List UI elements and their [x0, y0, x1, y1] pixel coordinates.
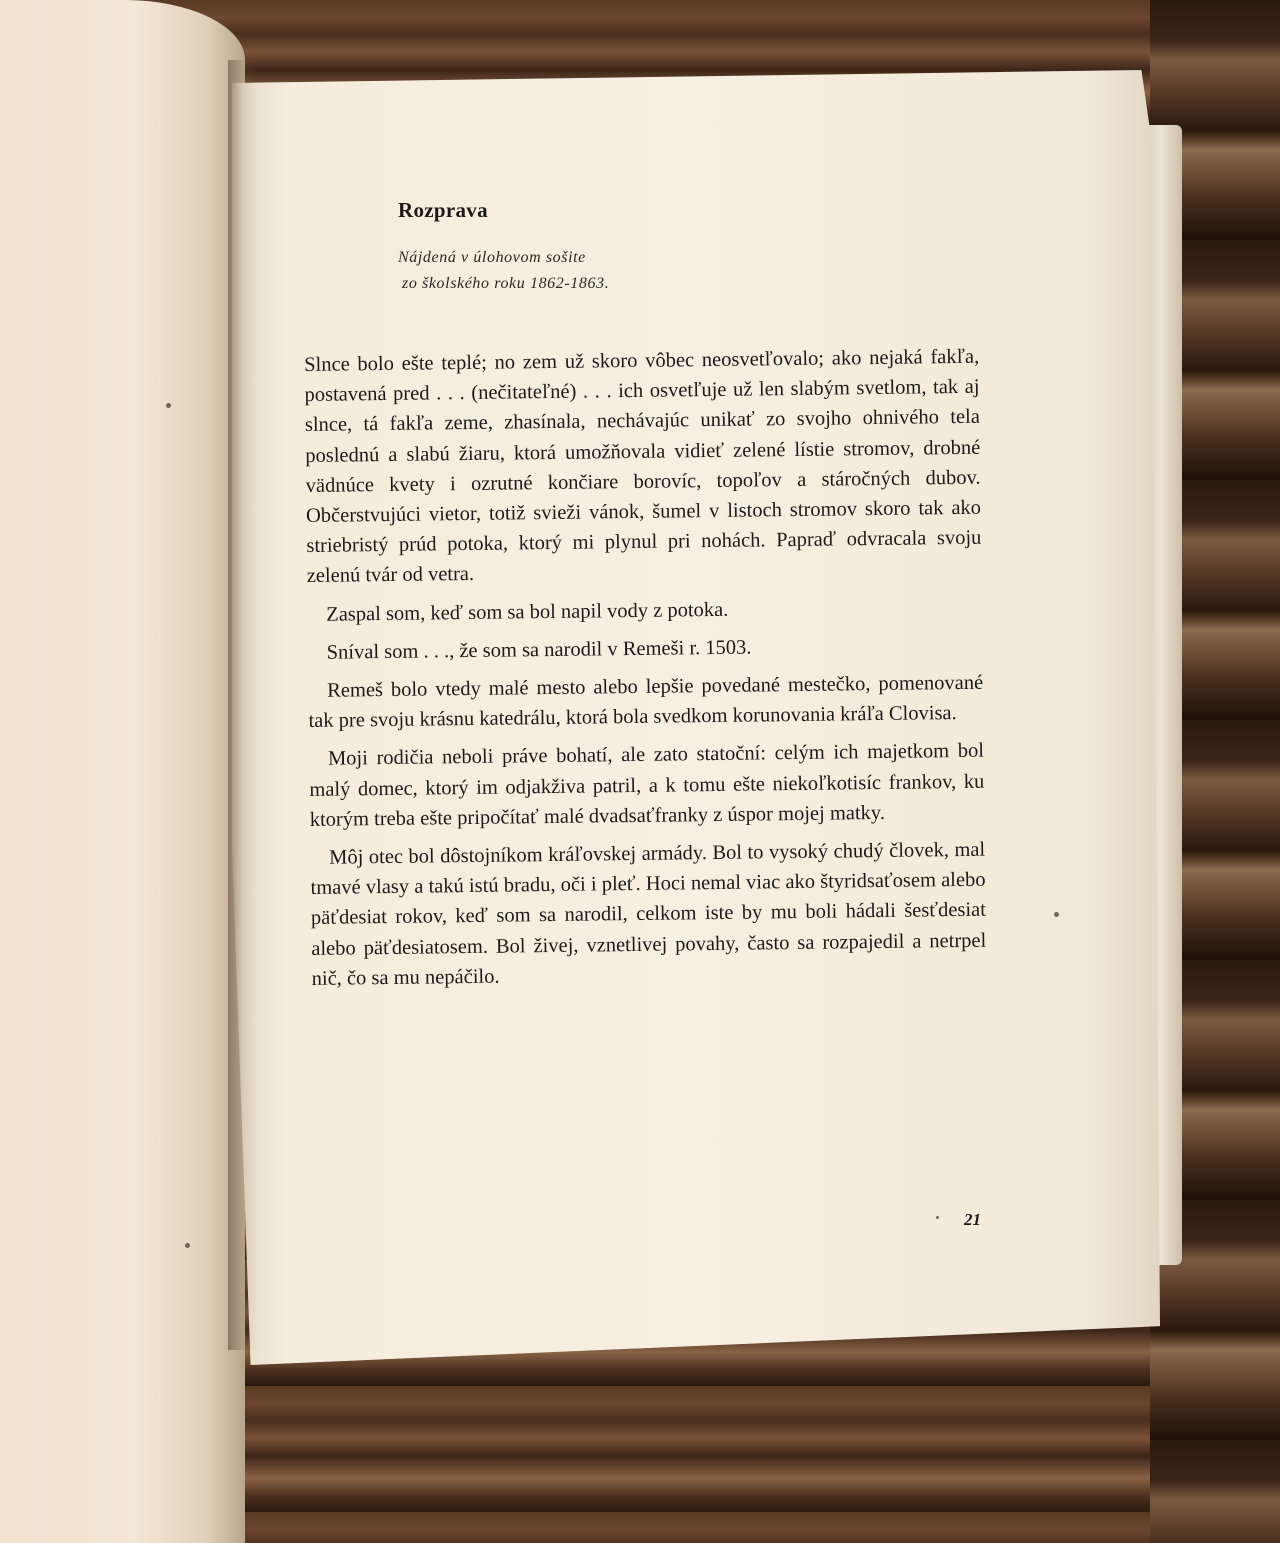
paper-speck	[936, 1216, 939, 1219]
page-number: 21	[964, 1210, 981, 1229]
subtitle-line: zo školského roku 1862-1863.	[402, 275, 610, 292]
body-text	[304, 342, 987, 1002]
paragraph: Zaspal som, keď som sa bol napil vody z potoka.	[326, 598, 729, 626]
chapter-title: Rozprava	[398, 198, 488, 222]
paper-speck	[185, 1243, 190, 1248]
paragraph: Remeš bolo vtedy malé mesto alebo lepšie povedané mestečko, pomenované tak pre svoju krásnu katedrálu, ktorá bola svedkom korunovania kráľa Clovisa.	[308, 671, 984, 733]
chapter-subtitle	[398, 245, 609, 297]
book-gutter-shadow	[228, 60, 258, 1350]
paragraph: Môj otec bol dôstojníkom kráľovskej armády. Bol to vysoký chudý človek, mal tmavé vlasy a takú istú bradu, oči i pleť. Hoci nemal viac ako štyridsaťosem alebo päťdesiat rokov, keď som sa narodil, celkom iste by mu boli hádali šesťdesiat alebo päťdesiatosem. Bol živej, vznetlivej povahy, často sa rozpajedil a netrpel nič, čo sa mu nepáčilo.	[310, 838, 987, 990]
paragraph: Moji rodičia neboli práve bohatí, ale zato statoční: celým ich majetkom bol malý domec, ktorý im odjakživa patril, a k tomu ešte niekoľkotisíc frankov, ku ktorým treba ešte pripočítať malé dvadsaťfranky z úspor mojej matky.	[309, 740, 985, 831]
paper-speck	[166, 403, 171, 408]
paragraph: Sníval som . . ., že som sa narodil v Remeši r. 1503.	[326, 636, 752, 664]
subtitle-line: Nájdená v úlohovom sošite	[398, 249, 586, 266]
left-page	[0, 0, 245, 1543]
paragraph: Slnce bolo ešte teplé; no zem už skoro vôbec neosvetľovalo; ako nejaká fakľa, postavená pred . . . (nečitateľné) . . . ich osvetľuje už len slabým svetlom, tak aj slnce, tá fakľa zeme, zhasínala, nechávajúc unikať zo svojho ohnivého tela poslednú a slabú žiaru, ktorá umožňovala vidieť zelené lístie stromov, drobné vädnúce kvety i ozrutné končiare borovíc, topoľov a stáročných dubov. Občerstvujúci vietor, totiž svieži vánok, šumel v listoch stromov skoro tak ako striebristý prúd potoka, ktorý mi plynul pri nohách. Papraď odvracala svoju zelenú tvár od vetra.	[304, 345, 982, 588]
paper-speck	[1054, 912, 1059, 917]
